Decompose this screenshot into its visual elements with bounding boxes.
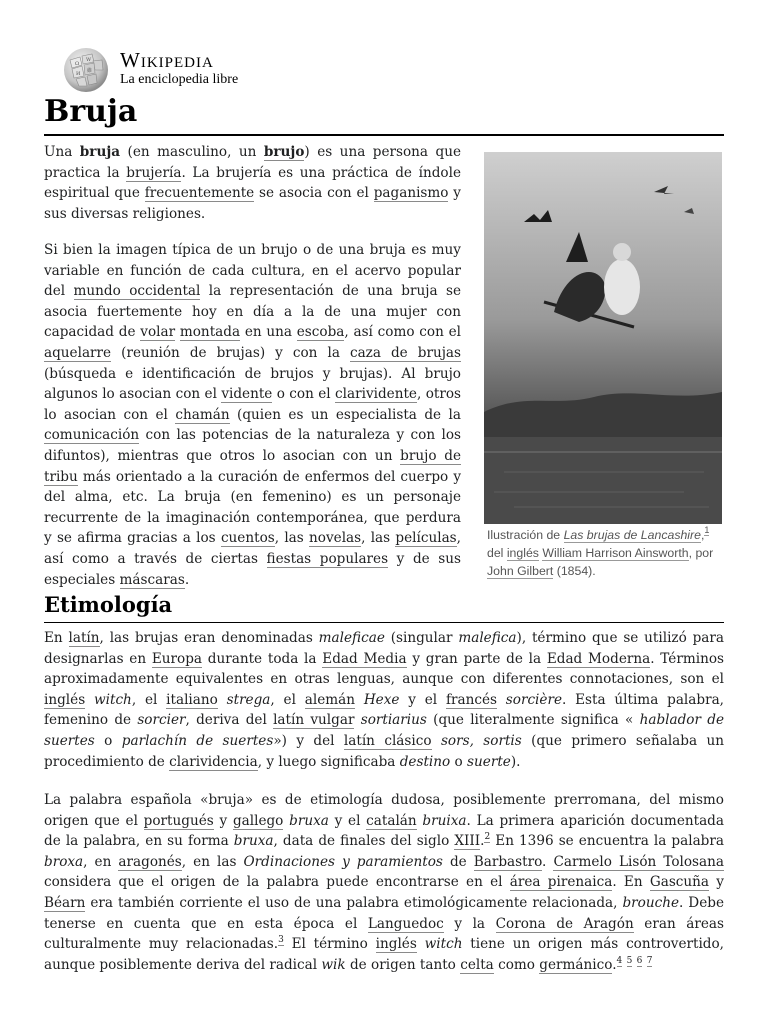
tagline: La enciclopedia libre <box>120 72 239 87</box>
section-divider <box>44 622 724 623</box>
link-ingles-3[interactable]: inglés <box>375 936 417 953</box>
link-catalan[interactable]: catalán <box>366 812 417 829</box>
link-corona-de-aragon[interactable]: Corona de Aragón <box>495 915 634 932</box>
link-chaman[interactable]: chamán <box>175 406 230 423</box>
section-heading-etimologia: Etimología <box>44 592 173 617</box>
etymology-paragraph-2: La palabra española «bruja» es de etimología dudosa, posiblemente prerromana, del mismo origen que el portugués y gallego bruxa y el catalán bruixa. La primera aparición documentada de la palabra, en su forma bruxa, data de finales del siglo XIII.$^2$ En 1396 se encuentra la palabra broxa, en aragonés, en las Ordinaciones y paramientos de Barbastro. Carmelo Lisón Tolosana considera que el origen de la palabra puede encontrarse en el área pirenaica. En Gascuña y Béarn era también corriente el uso de una palabra etimológicamente relacionada, brouche. Debe tenerse en cuenta que en esta época el Languedoc y la Corona de Aragón eran áreas culturalmente muy relacionadas.$^3$ El término inglés witch tiene un origen más controvertido, aunque posiblemente deriva del radical wik de origen tanto celta como germánico.$^4$ $^5$ $^6$ $^7$ <box>44 792 725 973</box>
etymology-paragraph-1: En latín, las brujas eran denominadas maleficae (singular malefica), término que se utilizó para designarlas en Europa durante toda la Edad Media y gran parte de la Edad Moderna. Términos aproximadamente equivalentes en otras lenguas, aunque con diferentes connotaciones, son el inglés witch, el italiano strega, el alemán Hexe y el francés sorcière. Esta última palabra, femenino de sorcier, deriva del latín vulgar sortiarius (que literalmente significa « hablador de suertes o parlachín de suertes») y del latín clásico sors, sortis (que primero señalaba un procedimiento de clarividencia, y luego significaba destino o suerte). <box>44 630 725 770</box>
intro-paragraph-1: Una bruja (en masculino, un brujo) es una persona que practica la brujería. La brujería es una práctica de índole espiritual que frecuentemente se asocia con el paganismo y sus diversas religiones. <box>44 144 462 222</box>
link-carmelo-lison-tolosana[interactable]: Carmelo Lisón Tolosana <box>553 853 724 870</box>
link-siglo-xiii[interactable]: XIII <box>454 833 481 850</box>
link-vidente[interactable]: vidente <box>221 386 273 403</box>
link-comunicacion[interactable]: comunicación <box>44 427 140 444</box>
link-gallego[interactable]: gallego <box>232 812 284 829</box>
link-escoba[interactable]: escoba <box>296 324 345 341</box>
link-frances[interactable]: francés <box>445 691 497 708</box>
witch-illustration-image[interactable] <box>484 152 722 524</box>
link-brujo[interactable]: brujo <box>263 144 305 160</box>
link-john-gilbert[interactable]: John Gilbert <box>487 564 554 578</box>
svg-text:W: W <box>86 57 92 63</box>
link-mascaras[interactable]: máscaras <box>119 571 185 588</box>
link-clarividencia[interactable]: clarividencia <box>169 753 258 770</box>
link-brujo-de-tribu[interactable]: brujo de tribu <box>44 447 461 485</box>
link-cuentos[interactable]: cuentos <box>220 530 275 547</box>
link-aragones[interactable]: aragonés <box>118 853 182 870</box>
intro-paragraph-2: Si bien la imagen típica de un brujo o de una bruja es muy variable en función de cada cultura, en el acervo popular del mundo occidental la representación de una bruja se asocia fuertemente hoy en día a la de una mujer con capacidad de volar montada en una escoba, así como con el aquelarre (reunión de brujas) y con la caza de brujas (búsqueda e identificación de brujos y brujas). Al brujo algunos lo asocian con el vidente o con el clarividente, otros lo asocian con el chamán (quien es un especialista de la comunicación con las potencias de la naturaleza y con los difuntos), mientras que otros lo asocian con un brujo de tribu más orientado a la curación de enfermos del cuerpo y del alma, etc. La bruja (en femenino) es un personaje recurrente de la imaginación contemporánea, que perdura y se afirma gracias a los cuentos, las novelas, las películas, así como a través de ciertas fiestas populares y de sus especiales máscaras. <box>44 242 462 588</box>
link-europa[interactable]: Europa <box>151 650 203 667</box>
term-bruja: bruja <box>79 144 121 160</box>
page-title: Bruja <box>44 94 138 129</box>
link-latin[interactable]: latín <box>68 630 100 646</box>
link-germanico[interactable]: germánico <box>539 956 613 973</box>
reference-5[interactable]: 5 <box>626 955 633 966</box>
link-celta[interactable]: celta <box>460 956 494 973</box>
wordmark[interactable]: Wikipedia <box>120 48 214 72</box>
figure-caption: Ilustración de Las brujas de Lancashire,$^1$ del inglés William Harrison Ainsworth, por John Gilbert (1854). <box>487 525 714 578</box>
link-novelas[interactable]: novelas <box>309 530 362 547</box>
link-edad-media[interactable]: Edad Media <box>322 650 407 667</box>
link-caza-de-brujas[interactable]: caza de brujas <box>349 344 462 361</box>
reference-6[interactable]: 6 <box>636 955 643 966</box>
wikipedia-globe-icon[interactable] <box>62 46 110 94</box>
reference-3[interactable]: 3 <box>278 935 284 946</box>
reference-2[interactable]: 2 <box>484 832 491 843</box>
link-portugues[interactable]: portugués <box>143 812 214 829</box>
link-bearn[interactable]: Béarn <box>44 894 86 911</box>
link-fiestas-populares[interactable]: fiestas populares <box>266 550 389 567</box>
link-gascuna[interactable]: Gascuña <box>649 874 710 891</box>
link-ingles-2[interactable]: inglés <box>44 691 86 708</box>
link-ingles[interactable]: inglés <box>506 546 539 560</box>
reference-1[interactable]: 1 <box>704 525 710 535</box>
link-volar[interactable]: volar <box>140 324 176 341</box>
svg-text:Ω: Ω <box>75 61 80 67</box>
link-area-pirenaica[interactable]: área pirenaica <box>509 874 613 891</box>
link-montada[interactable]: montada <box>179 324 241 341</box>
link-clarividente[interactable]: clarividente <box>335 386 417 403</box>
link-languedoc[interactable]: Languedoc <box>367 915 444 932</box>
link-paganismo[interactable]: paganismo <box>373 185 449 202</box>
link-latin-clasico[interactable]: latín clásico <box>343 732 432 749</box>
link-frecuentemente[interactable]: frecuentemente <box>144 185 255 202</box>
svg-text:И: И <box>76 71 81 77</box>
link-brujeria[interactable]: brujería <box>126 164 182 181</box>
link-edad-moderna[interactable]: Edad Moderna <box>546 650 651 667</box>
link-barbastro[interactable]: Barbastro <box>473 853 543 870</box>
link-aquelarre[interactable]: aquelarre <box>44 344 112 361</box>
link-aleman[interactable]: alemán <box>304 691 355 708</box>
reference-7[interactable]: 7 <box>646 955 653 966</box>
svg-text:維: 維 <box>87 68 93 74</box>
reference-4[interactable]: 4 <box>616 955 623 966</box>
link-las-brujas-de-lancashire[interactable]: Las brujas de Lancashire <box>563 528 701 542</box>
link-mundo-occidental[interactable]: mundo occidental <box>73 283 201 300</box>
link-latin-vulgar[interactable]: latín vulgar <box>273 712 355 729</box>
link-william-harrison-ainsworth[interactable]: William Harrison Ainsworth <box>542 546 689 560</box>
link-peliculas[interactable]: películas <box>395 530 457 547</box>
link-italiano[interactable]: italiano <box>166 691 218 708</box>
title-divider <box>44 134 724 136</box>
